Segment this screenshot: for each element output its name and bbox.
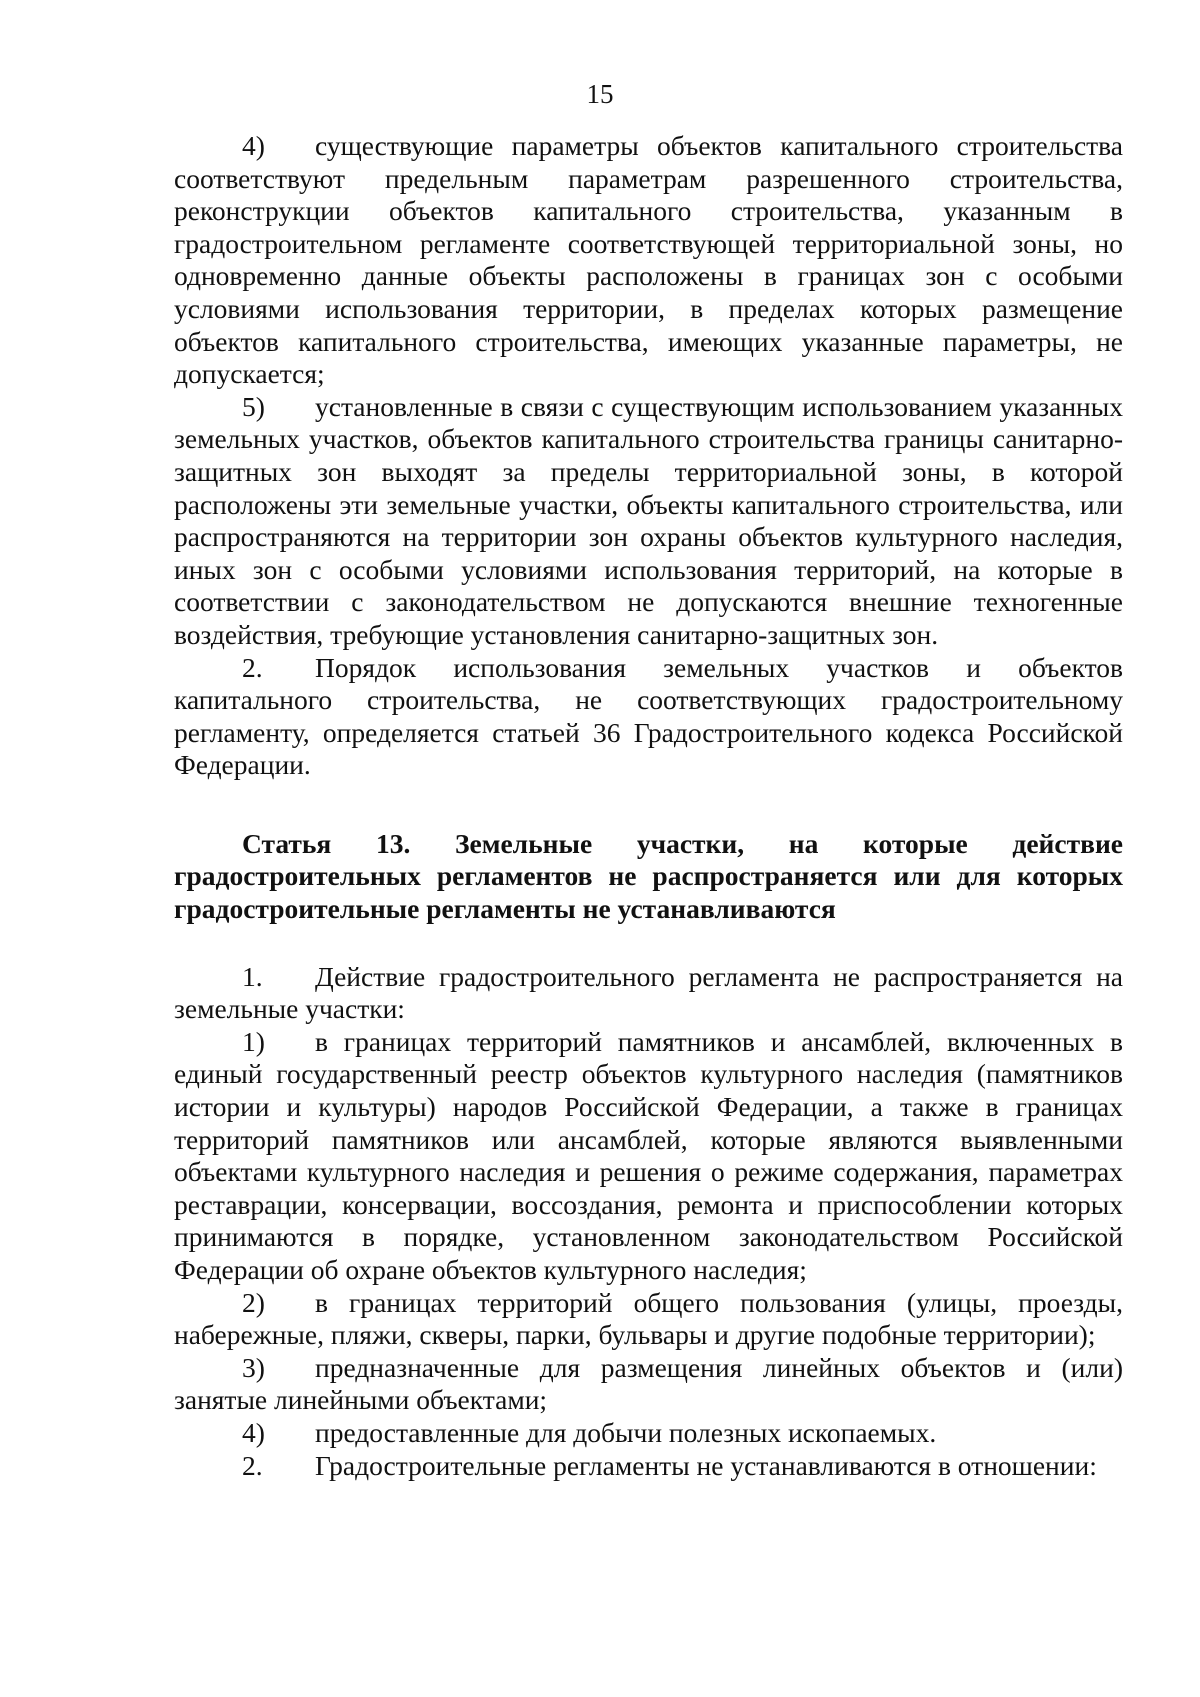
list-item-3 <box>174 1352 1123 1417</box>
list-item-2 <box>174 1287 1123 1352</box>
item-text: установленные в связи с существующим использованием указанных земельных участков, объектов капитального строительства границы санитарно-защитных зон выходят за пределы территориальной зоны, в которой расположены эти земельные участки, объекты капитального строительства, или распространяются на территории зон охраны объектов культурного наследия, иных зон с особыми условиями использования территорий, на которые в соответствии с законодательством не допускаются внешние техногенные воздействия, требующие установления санитарно-защитных зон. <box>174 390 1123 650</box>
page-number: 15 <box>586 79 614 109</box>
item-number: 1. <box>242 960 263 992</box>
item-text: в границах территорий общего пользования (улицы, проезды, набережные, пляжи, скверы, парки, бульвары и другие подобные территории); <box>174 1286 1123 1351</box>
clause-2b <box>174 1450 1123 1483</box>
article-heading: Статья 13. Земельные участки, на которые действие градостроительных регламентов не распространяется или для которых градостроительные регламенты не устанавливаются <box>174 827 1123 925</box>
item-number: 2. <box>242 1449 263 1481</box>
item-number: 5) <box>242 390 265 422</box>
item-text: Порядок использования земельных участков и объектов капитального строительства, не соответствующих градостроительному регламенту, определяется статьей 36 Градостроительного кодекса Российской Федерации. <box>174 651 1123 781</box>
list-item-1 <box>174 1026 1123 1287</box>
item-text: существующие параметры объектов капитального строительства соответствуют предельным параметрам разрешенного строительства, реконструкции объектов капитального строительства, указанным в градостроительном регламенте соответствующей территориальной зоны, но одновременно данные объекты расположены в границах зон с особыми условиями использования территории, в пределах которых размещение объектов капитального строительства, имеющих указанные параметры, не допускается; <box>174 130 1123 390</box>
clause-1 <box>174 961 1123 1026</box>
item-text: Действие градостроительного регламента не распространяется на земельные участки: <box>174 960 1123 1025</box>
item-number: 1) <box>242 1025 265 1057</box>
item-number: 4) <box>242 1416 265 1448</box>
list-item-5 <box>174 391 1123 652</box>
list-item-4 <box>174 130 1123 391</box>
item-number: 4) <box>242 130 265 161</box>
item-text: предоставленные для добычи полезных ископаемых. <box>315 1416 937 1448</box>
item-number: 3) <box>242 1351 265 1383</box>
document-body <box>174 130 1123 1482</box>
item-number: 2. <box>242 651 263 683</box>
item-text: предназначенные для размещения линейных объектов и (или) занятые линейными объектами; <box>174 1351 1123 1416</box>
clause-2 <box>174 652 1123 782</box>
item-number: 2) <box>242 1286 265 1318</box>
list-item-4b <box>174 1417 1123 1450</box>
item-text: Градостроительные регламенты не устанавливаются в отношении: <box>315 1449 1097 1481</box>
item-text: в границах территорий памятников и ансамблей, включенных в единый государственный реестр объектов культурного наследия (памятников истории и культуры) народов Российской Федерации, а также в границах территорий памятников или ансамблей, которые являются выявленными объектами культурного наследия и решения о режиме содержания, параметрах реставрации, консервации, воссоздания, ремонта и приспособлении которых принимаются в порядке, установленном законодательством Российской Федерации об охране объектов культурного наследия; <box>174 1025 1123 1285</box>
